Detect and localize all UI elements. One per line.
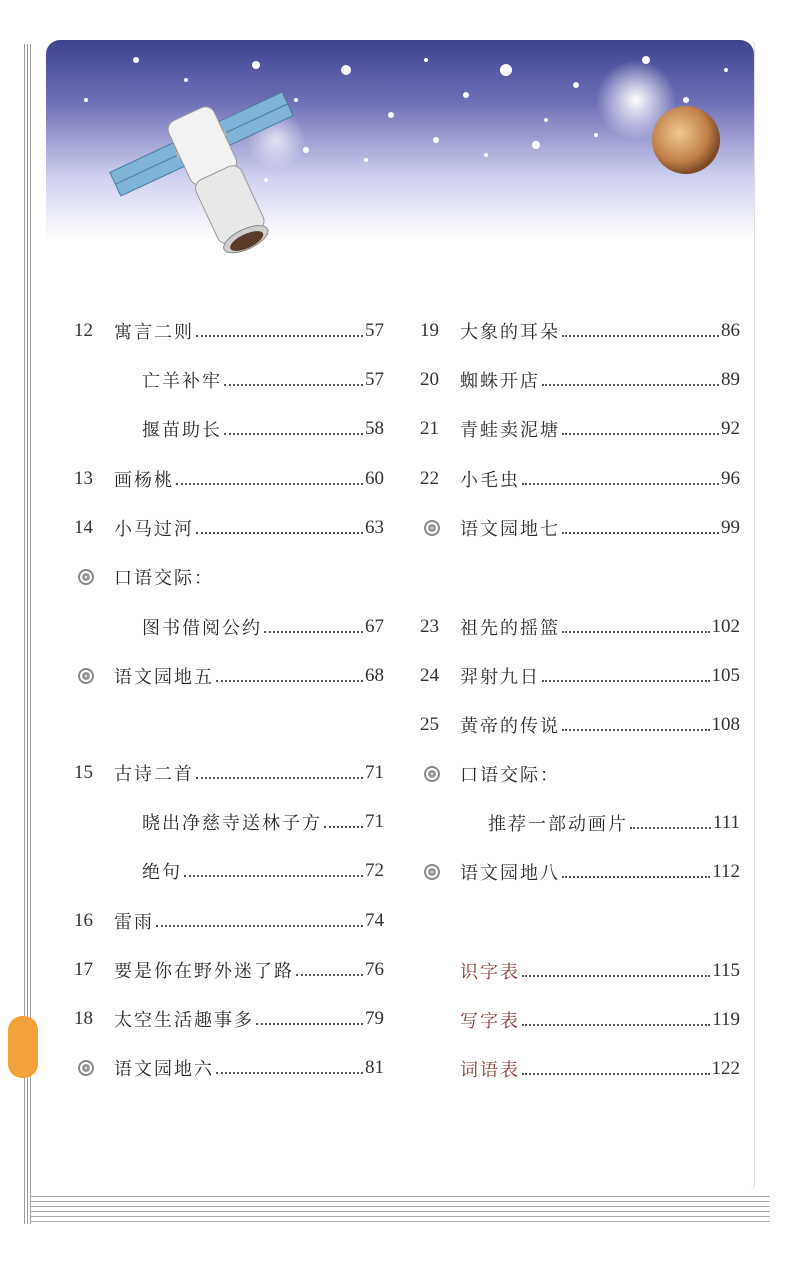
entry-title: 黄帝的传说 xyxy=(460,716,560,737)
lesson-number: 13 xyxy=(74,468,93,489)
lesson-number: 24 xyxy=(420,665,439,686)
page-number: 122 xyxy=(711,1058,740,1079)
dot-leader xyxy=(562,631,710,633)
toc-entry[interactable] xyxy=(74,856,384,886)
toc-entry[interactable] xyxy=(420,414,740,444)
page-number: 86 xyxy=(721,320,740,341)
entry-title: 要是你在野外迷了路 xyxy=(114,961,294,982)
lesson-number: 21 xyxy=(420,418,439,439)
dot-leader xyxy=(562,433,719,435)
page-number: 67 xyxy=(365,616,384,637)
entry-title: 图书借阅公约 xyxy=(142,618,262,639)
double-circle-icon xyxy=(74,569,114,585)
toc-entry[interactable] xyxy=(420,612,740,642)
entry-title: 大象的耳朵 xyxy=(460,322,560,343)
entry-title: 太空生活趣事多 xyxy=(114,1010,254,1031)
toc-entry[interactable] xyxy=(74,612,384,642)
space-banner xyxy=(46,40,754,290)
lesson-number: 22 xyxy=(420,468,439,489)
lesson-number: 16 xyxy=(74,910,93,931)
entry-title: 祖先的摇篮 xyxy=(460,618,560,639)
entry-title: 寓言二则 xyxy=(114,322,194,343)
entry-title: 亡羊补牢 xyxy=(142,371,222,392)
page-number: 89 xyxy=(721,369,740,390)
toc-entry[interactable] xyxy=(74,955,384,985)
entry-title: 晓出净慈寺送林子方 xyxy=(142,813,322,834)
dot-leader xyxy=(522,1073,710,1075)
page-number: 58 xyxy=(365,418,384,439)
dot-leader xyxy=(264,631,363,633)
double-circle-icon xyxy=(420,520,460,536)
lesson-number: 18 xyxy=(74,1008,93,1029)
toc-entry[interactable] xyxy=(420,857,740,887)
double-circle-icon xyxy=(74,668,114,684)
page-number: 105 xyxy=(711,665,740,686)
page-number: 72 xyxy=(365,860,384,881)
toc-entry[interactable] xyxy=(74,906,384,936)
lesson-number: 17 xyxy=(74,959,93,980)
dot-leader xyxy=(542,384,719,386)
toc-entry[interactable] xyxy=(74,414,384,444)
toc-entry[interactable] xyxy=(420,808,740,838)
toc-entry[interactable] xyxy=(420,365,740,395)
entry-title: 语文园地八 xyxy=(460,863,560,884)
page-number: 76 xyxy=(365,959,384,980)
entry-title: 小毛虫 xyxy=(460,470,520,491)
page-number: 57 xyxy=(365,369,384,390)
page-number: 68 xyxy=(365,665,384,686)
toc-entry[interactable] xyxy=(74,513,384,543)
dot-leader xyxy=(522,1024,710,1026)
entry-title: 青蛙卖泥塘 xyxy=(460,420,560,441)
page-number: 108 xyxy=(711,714,740,735)
dot-leader xyxy=(216,1072,363,1074)
page-number: 63 xyxy=(365,517,384,538)
entry-title: 口语交际： xyxy=(114,568,214,589)
entry-title: 小马过河 xyxy=(114,519,194,540)
page-number: 74 xyxy=(365,910,384,931)
dot-leader xyxy=(224,433,363,435)
dot-leader xyxy=(296,974,363,976)
dot-leader xyxy=(630,827,711,829)
entry-title: 羿射九日 xyxy=(460,667,540,688)
entry-title: 语文园地五 xyxy=(114,667,214,688)
dot-leader xyxy=(562,729,710,731)
entry-title: 语文园地七 xyxy=(460,519,560,540)
page-number: 111 xyxy=(712,812,740,833)
page-number: 81 xyxy=(365,1057,384,1078)
toc-entry[interactable] xyxy=(74,562,384,592)
entry-title: 雷雨 xyxy=(114,912,154,933)
toc-entry[interactable] xyxy=(420,1054,740,1084)
book-bottom-edges xyxy=(30,1196,770,1236)
entry-title: 词语表 xyxy=(460,1060,520,1081)
dot-leader xyxy=(562,335,719,337)
page-number: 92 xyxy=(721,418,740,439)
entry-title: 推荐一部动画片 xyxy=(488,814,628,835)
dot-leader xyxy=(196,532,363,534)
page-number: 115 xyxy=(712,960,740,981)
entry-title: 识字表 xyxy=(460,962,520,983)
toc-entry[interactable] xyxy=(74,1053,384,1083)
page-tab-marker xyxy=(8,1016,38,1078)
lesson-number: 23 xyxy=(420,616,439,637)
lesson-number: 15 xyxy=(74,762,93,783)
page-number: 71 xyxy=(365,811,384,832)
dot-leader xyxy=(224,384,363,386)
dot-leader xyxy=(216,680,363,682)
dot-leader xyxy=(196,777,363,779)
double-circle-icon xyxy=(420,766,460,782)
toc-entry[interactable] xyxy=(420,956,740,986)
toc-entry[interactable] xyxy=(74,365,384,395)
entry-title: 口语交际： xyxy=(460,765,560,786)
entry-title: 画杨桃 xyxy=(114,470,174,491)
toc-entry[interactable] xyxy=(420,759,740,789)
dot-leader xyxy=(522,975,710,977)
toc-entry[interactable] xyxy=(420,710,740,740)
double-circle-icon xyxy=(74,1060,114,1076)
page-number: 119 xyxy=(712,1009,740,1030)
toc-entry[interactable] xyxy=(420,1005,740,1035)
toc-entry[interactable] xyxy=(420,464,740,494)
dot-leader xyxy=(184,875,363,877)
entry-title: 古诗二首 xyxy=(114,764,194,785)
toc-entry[interactable] xyxy=(74,758,384,788)
toc-entry[interactable] xyxy=(420,661,740,691)
entry-title: 语文园地六 xyxy=(114,1059,214,1080)
dot-leader xyxy=(562,876,710,878)
dot-leader xyxy=(522,483,719,485)
toc-entry[interactable] xyxy=(74,1004,384,1034)
page-number: 102 xyxy=(711,616,740,637)
page-number: 71 xyxy=(365,762,384,783)
entry-title: 绝句 xyxy=(142,862,182,883)
lesson-number: 20 xyxy=(420,369,439,390)
space-station-icon xyxy=(46,40,754,290)
entry-title: 写字表 xyxy=(460,1011,520,1032)
lesson-number: 25 xyxy=(420,714,439,735)
dot-leader xyxy=(324,826,363,828)
entry-title: 蜘蛛开店 xyxy=(460,371,540,392)
page-number: 60 xyxy=(365,468,384,489)
page-number: 112 xyxy=(712,861,740,882)
toc-entry[interactable] xyxy=(74,316,384,346)
dot-leader xyxy=(196,335,363,337)
toc-entry[interactable] xyxy=(74,807,384,837)
toc-entry[interactable] xyxy=(420,316,740,346)
toc-entry[interactable] xyxy=(74,464,384,494)
double-circle-icon xyxy=(420,864,460,880)
toc-entry[interactable] xyxy=(74,661,384,691)
dot-leader xyxy=(542,680,710,682)
dot-leader xyxy=(256,1023,363,1025)
lesson-number: 14 xyxy=(74,517,93,538)
planet-icon xyxy=(652,106,720,174)
entry-title: 揠苗助长 xyxy=(142,420,222,441)
page-number: 99 xyxy=(721,517,740,538)
dot-leader xyxy=(176,483,363,485)
toc-entry[interactable] xyxy=(420,513,740,543)
lesson-number: 19 xyxy=(420,320,439,341)
dot-leader xyxy=(156,925,363,927)
lesson-number: 12 xyxy=(74,320,93,341)
page-number: 57 xyxy=(365,320,384,341)
page-number: 96 xyxy=(721,468,740,489)
page-number: 79 xyxy=(365,1008,384,1029)
dot-leader xyxy=(562,532,719,534)
